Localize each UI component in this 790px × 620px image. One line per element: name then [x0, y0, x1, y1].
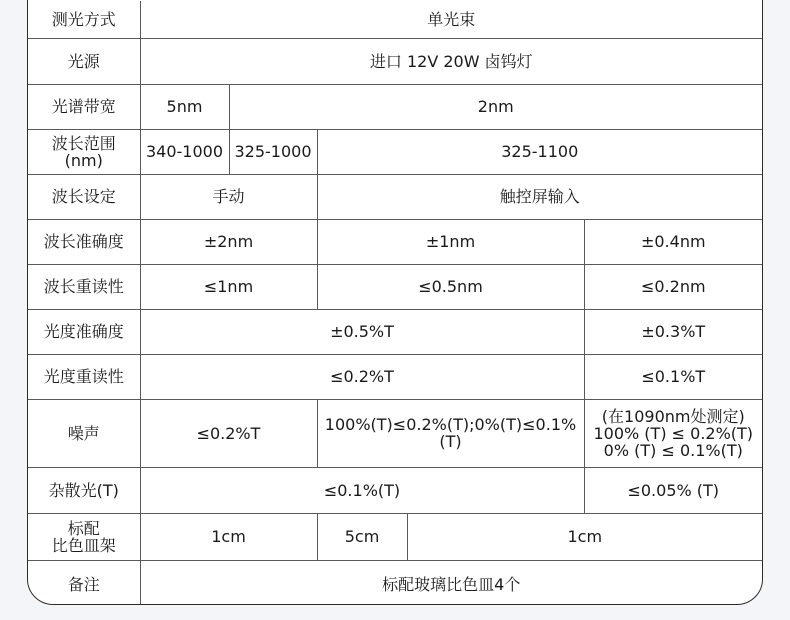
row-label: 杂散光(T) [28, 467, 140, 513]
cell-value: 触控屏输入 [317, 174, 762, 219]
cell-value: ±0.4nm [584, 219, 762, 264]
cell-value: 1cm [140, 513, 317, 560]
row-label: 光度准确度 [28, 309, 140, 354]
cell-value: 2nm [229, 84, 762, 129]
cell-value: ±2nm [140, 219, 317, 264]
cell-value: ≤0.5nm [317, 264, 584, 309]
cell-value: ≤0.2nm [584, 264, 762, 309]
row-light-source [28, 38, 762, 84]
cell-value: 325-1100 [317, 129, 762, 174]
label-line: 标配 [67, 518, 100, 538]
row-stray-light [28, 467, 762, 513]
row-bandwidth [28, 84, 762, 129]
row-label: 光谱带宽 [28, 84, 140, 129]
cell-value: ≤0.2%T [140, 354, 584, 399]
row-wavelength-repeatability [28, 264, 762, 309]
cell-value: 手动 [140, 174, 317, 219]
row-photometric-accuracy [28, 309, 762, 354]
cell-value: ≤0.1%T [584, 354, 762, 399]
label-line: 比色皿架 [51, 535, 116, 555]
row-label: 波长重读性 [28, 264, 140, 309]
spec-card [27, 0, 763, 605]
spec-table [28, 1, 762, 605]
row-label: 光源 [28, 38, 140, 84]
row-label [28, 129, 140, 174]
row-noise [28, 399, 762, 467]
cell-value: 进口 12V 20W 卤钨灯 [140, 38, 762, 84]
row-label: 光度重读性 [28, 354, 140, 399]
label-line: 波长范围 [51, 133, 116, 153]
cell-value: ≤0.05% (T) [584, 467, 762, 513]
cell-value: 标配玻璃比色皿4个 [140, 560, 762, 605]
row-cuvette-holder [28, 513, 762, 560]
cell-line: 100% (T) ≤ 0.2%(T) [593, 423, 754, 443]
cell-value: ±0.3%T [584, 309, 762, 354]
label-line: (nm) [64, 150, 103, 170]
cell-line: 0% (T) ≤ 0.1%(T) [603, 440, 743, 460]
cell-line: (在1090nm处测定) [601, 406, 745, 426]
cell-value [584, 399, 762, 467]
cell-value: 5cm [317, 513, 407, 560]
cell-value: ±0.5%T [140, 309, 584, 354]
row-wavelength-range [28, 129, 762, 174]
row-label: 波长设定 [28, 174, 140, 219]
cell-value: ≤0.1%(T) [140, 467, 584, 513]
cell-value: ≤1nm [140, 264, 317, 309]
row-label: 备注 [28, 560, 140, 605]
row-remarks [28, 560, 762, 605]
cell-value: ±1nm [317, 219, 584, 264]
cell-value: 单光束 [140, 1, 762, 38]
row-measure-method [28, 1, 762, 38]
row-label: 噪声 [28, 399, 140, 467]
cell-value: ≤0.2%T [140, 399, 317, 467]
cell-value: 100%(T)≤0.2%(T);0%(T)≤0.1%(T) [317, 399, 584, 467]
row-wavelength-setting [28, 174, 762, 219]
cell-value: 5nm [140, 84, 229, 129]
row-wavelength-accuracy [28, 219, 762, 264]
row-label [28, 513, 140, 560]
row-label: 波长准确度 [28, 219, 140, 264]
row-photometric-repeatability [28, 354, 762, 399]
cell-value: 325-1000 [229, 129, 317, 174]
cell-value: 1cm [407, 513, 762, 560]
row-label: 测光方式 [28, 1, 140, 38]
cell-value: 340-1000 [140, 129, 229, 174]
